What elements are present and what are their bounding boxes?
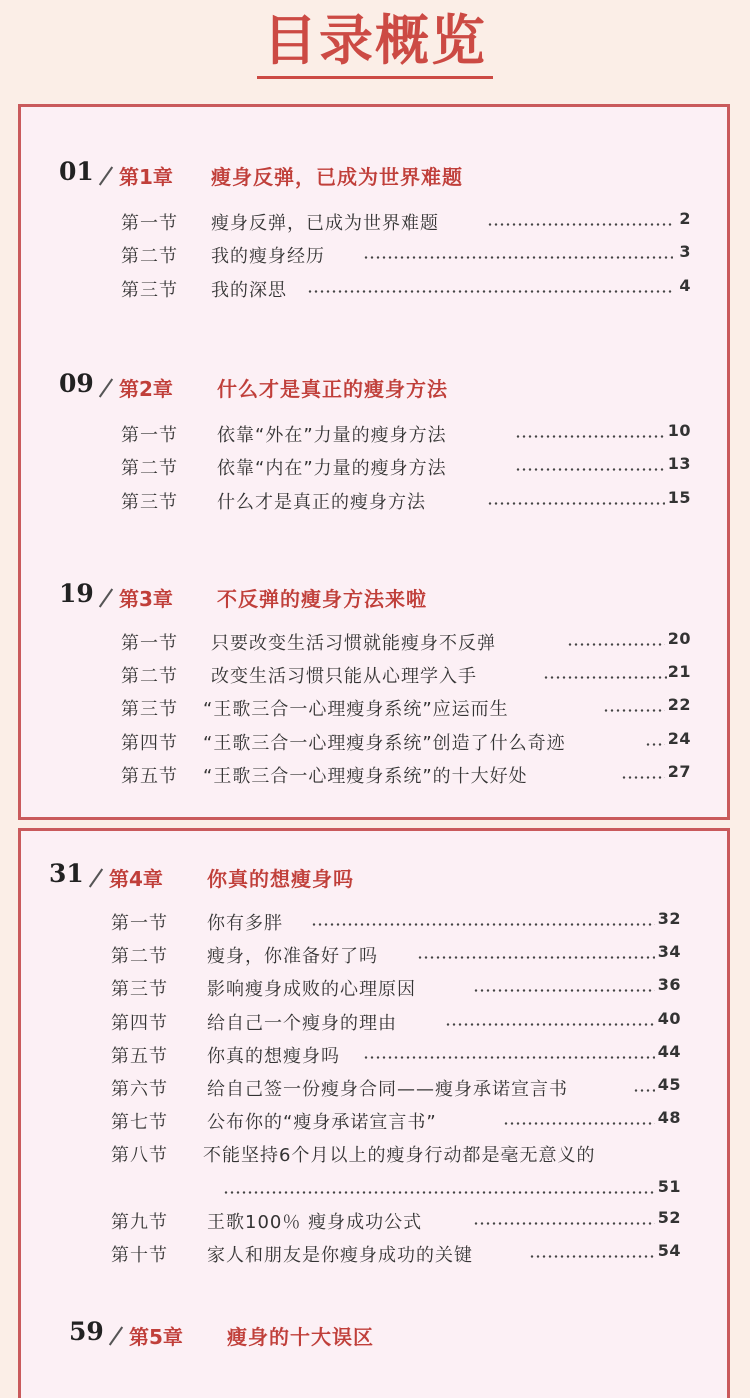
section-page: 36 <box>657 975 681 994</box>
dot-leader <box>487 502 665 505</box>
section-label: 第一节 <box>111 913 168 934</box>
toc-entry[interactable] <box>121 242 691 270</box>
dot-leader <box>363 1056 655 1059</box>
chapter-title: 你真的想瘦身吗 <box>207 867 354 891</box>
chapter-heading[interactable] <box>21 369 721 409</box>
toc-entry[interactable] <box>121 488 691 516</box>
chapter-heading[interactable] <box>21 1317 721 1357</box>
section-page: 13 <box>667 454 691 473</box>
dot-leader <box>603 709 665 712</box>
section-label: 第三节 <box>121 492 178 513</box>
dot-leader <box>363 256 673 259</box>
dot-leader <box>473 989 655 992</box>
section-label: 第四节 <box>111 1013 168 1034</box>
section-label: 第十节 <box>111 1245 168 1266</box>
chapter-heading[interactable] <box>21 859 721 899</box>
dot-leader <box>307 290 673 293</box>
toc-entry[interactable] <box>121 276 691 304</box>
slash-divider <box>99 588 113 607</box>
section-title: “王歌三合一心理瘦身系统”创造了什么奇迹 <box>203 733 566 754</box>
section-label: 第六节 <box>111 1079 168 1100</box>
section-page: 51 <box>657 1177 681 1196</box>
section-title: 公布你的“瘦身承诺宣言书” <box>207 1112 437 1133</box>
section-title: 改变生活习惯只能从心理学入手 <box>211 666 477 687</box>
section-page: 22 <box>667 695 691 714</box>
section-title: 给自己签一份瘦身合同——瘦身承诺宣言书 <box>207 1079 568 1100</box>
section-label: 第二节 <box>121 458 178 479</box>
toc-entry[interactable] <box>121 729 691 757</box>
section-label: 第九节 <box>111 1212 168 1233</box>
dot-leader <box>417 956 655 959</box>
section-label: 第五节 <box>121 766 178 787</box>
section-title: 依靠“外在”力量的瘦身方法 <box>217 425 447 446</box>
section-page: 52 <box>657 1208 681 1227</box>
chapter-title: 瘦身的十大误区 <box>227 1325 374 1349</box>
dot-leader <box>543 676 667 679</box>
page-title-text: 目录概览 <box>257 8 493 79</box>
chapter-label: 第4章 <box>109 867 163 891</box>
toc-entry[interactable] <box>121 421 691 449</box>
section-label: 第八节 <box>111 1145 168 1166</box>
toc-entry[interactable] <box>111 1075 681 1103</box>
toc-entry[interactable] <box>121 695 691 723</box>
dot-leader <box>645 743 665 746</box>
section-page: 40 <box>657 1009 681 1028</box>
section-title: 影响瘦身成败的心理原因 <box>207 979 416 1000</box>
toc-entry[interactable] <box>111 1108 681 1136</box>
toc-entry[interactable] <box>111 1042 681 1070</box>
section-label: 第三节 <box>121 280 178 301</box>
chapter-title: 什么才是真正的瘦身方法 <box>217 377 448 401</box>
toc-entry[interactable] <box>121 629 691 657</box>
section-page: 45 <box>657 1075 681 1094</box>
section-title: 你有多胖 <box>207 913 283 934</box>
dot-leader <box>223 1191 655 1194</box>
chapter-heading[interactable] <box>21 579 721 619</box>
slash-divider <box>99 378 113 397</box>
section-page: 10 <box>667 421 691 440</box>
dot-leader <box>621 776 665 779</box>
section-label: 第四节 <box>121 733 178 754</box>
dot-leader <box>487 223 673 226</box>
chapter-title: 瘦身反弹，已成为世界难题 <box>211 165 463 189</box>
dot-leader <box>473 1222 655 1225</box>
slash-divider <box>109 1326 123 1345</box>
section-label: 第一节 <box>121 213 178 234</box>
chapter-page-number: 09 <box>59 369 94 398</box>
chapter-page-number: 19 <box>59 579 94 608</box>
section-page: 32 <box>657 909 681 928</box>
dot-leader <box>503 1122 655 1125</box>
chapter-label: 第2章 <box>119 377 173 401</box>
dot-leader <box>529 1255 655 1258</box>
chapter-title: 不反弹的瘦身方法来啦 <box>217 587 427 611</box>
section-label: 第五节 <box>111 1046 168 1067</box>
section-page: 27 <box>667 762 691 781</box>
section-title: 依靠“内在”力量的瘦身方法 <box>217 458 447 479</box>
toc-panel-2 <box>18 828 730 1398</box>
section-title: 我的深思 <box>211 280 287 301</box>
section-page: 15 <box>667 488 691 507</box>
section-label: 第三节 <box>111 979 168 1000</box>
dot-leader <box>311 923 655 926</box>
dot-leader <box>633 1089 655 1092</box>
section-page: 3 <box>679 242 691 261</box>
toc-entry[interactable] <box>111 1009 681 1037</box>
section-page: 4 <box>679 276 691 295</box>
section-label: 第七节 <box>111 1112 168 1133</box>
section-label: 第二节 <box>121 246 178 267</box>
section-page: 48 <box>657 1108 681 1127</box>
section-page: 54 <box>657 1241 681 1260</box>
section-title: 家人和朋友是你瘦身成功的关键 <box>207 1245 473 1266</box>
section-title: 我的瘦身经历 <box>211 246 325 267</box>
section-title: 给自己一个瘦身的理由 <box>207 1013 397 1034</box>
section-page: 34 <box>657 942 681 961</box>
toc-panel-1 <box>18 104 730 820</box>
page-title <box>0 8 750 79</box>
dot-leader <box>515 468 665 471</box>
chapter-label: 第1章 <box>119 165 173 189</box>
section-title: 瘦身，你准备好了吗 <box>207 946 378 967</box>
section-title: “王歌三合一心理瘦身系统”应运而生 <box>203 699 509 720</box>
toc-entry[interactable] <box>121 454 691 482</box>
section-page: 20 <box>667 629 691 648</box>
chapter-page-number: 31 <box>49 859 84 888</box>
section-page: 44 <box>657 1042 681 1061</box>
toc-entry[interactable] <box>111 1241 681 1269</box>
section-title: 你真的想瘦身吗 <box>207 1046 340 1067</box>
chapter-label: 第3章 <box>119 587 173 611</box>
section-page: 24 <box>667 729 691 748</box>
toc-entry[interactable] <box>111 1141 681 1196</box>
slash-divider <box>99 166 113 185</box>
section-title: 只要改变生活习惯就能瘦身不反弹 <box>211 633 496 654</box>
section-title: 什么才是真正的瘦身方法 <box>217 492 426 513</box>
toc-entry[interactable] <box>111 942 681 970</box>
section-title: 瘦身反弹，已成为世界难题 <box>211 213 439 234</box>
chapter-label: 第5章 <box>129 1325 183 1349</box>
toc-entry[interactable] <box>121 662 691 690</box>
section-page: 2 <box>679 209 691 228</box>
toc-entry[interactable] <box>121 209 691 237</box>
slash-divider <box>89 868 103 887</box>
dot-leader <box>567 643 665 646</box>
section-label: 第一节 <box>121 633 178 654</box>
section-label: 第二节 <box>121 666 178 687</box>
dot-leader <box>515 435 665 438</box>
section-title: “王歌三合一心理瘦身系统”的十大好处 <box>203 766 528 787</box>
chapter-page-number: 59 <box>69 1317 104 1346</box>
chapter-heading[interactable] <box>21 157 721 197</box>
toc-entry[interactable] <box>111 975 681 1003</box>
toc-entry[interactable] <box>121 762 691 790</box>
section-label: 第二节 <box>111 946 168 967</box>
dot-leader <box>445 1023 655 1026</box>
section-title: 不能坚持6个月以上的瘦身行动都是毫无意义的 <box>203 1145 596 1166</box>
section-page: 21 <box>667 662 691 681</box>
chapter-page-number: 01 <box>59 157 94 186</box>
toc-entry[interactable] <box>111 1208 681 1236</box>
section-label: 第三节 <box>121 699 178 720</box>
section-label: 第一节 <box>121 425 178 446</box>
toc-entry[interactable] <box>111 909 681 937</box>
section-title: 王歌100％ 瘦身成功公式 <box>207 1212 423 1233</box>
